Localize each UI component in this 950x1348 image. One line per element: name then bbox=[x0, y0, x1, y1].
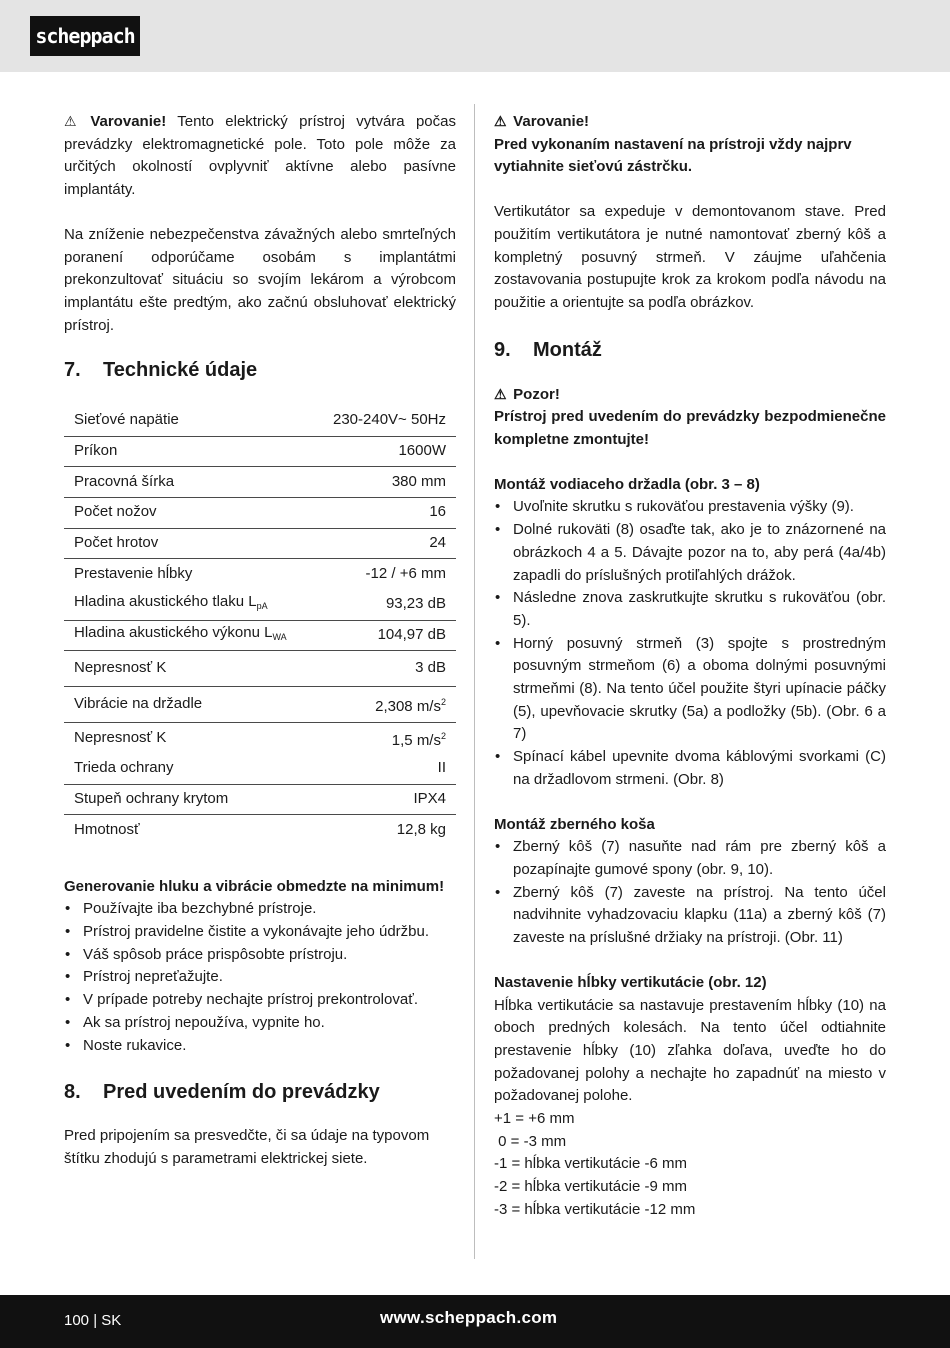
section-number: 9. bbox=[494, 338, 511, 361]
section-7-heading bbox=[64, 357, 456, 383]
spec-label: Vibrácie na držadle bbox=[64, 687, 313, 723]
warning-triangle-icon: ⚠ bbox=[64, 113, 77, 129]
depth-setting-line: 0 = -3 mm bbox=[494, 1132, 567, 1150]
spec-value: 12,8 kg bbox=[396, 821, 446, 839]
depth-setting-line: -2 = hĺbka vertikutácie -9 mm bbox=[494, 1178, 687, 1196]
spec-label: Hladina akustického tlaku $L_{pA}$ bbox=[64, 589, 313, 620]
table-row bbox=[64, 436, 456, 467]
list-item: • V prípade potreby nechajte prístroj prekontrolovať. bbox=[64, 989, 456, 1012]
depth-setting-line: -3 = hĺbka vertikutácie -12 mm bbox=[494, 1200, 696, 1218]
table-row bbox=[64, 589, 456, 620]
website-link[interactable]: www.scheppach.com bbox=[380, 1308, 558, 1327]
section-number: 8. bbox=[64, 1081, 81, 1104]
table-row bbox=[64, 815, 456, 846]
table-row bbox=[64, 405, 456, 436]
handle-bullet-list bbox=[494, 496, 886, 791]
spec-label: Počet nožov bbox=[64, 497, 313, 528]
table-row bbox=[64, 528, 456, 559]
technical-data-table bbox=[64, 405, 456, 845]
table-row bbox=[64, 687, 456, 723]
warning-text: Tento elektrický prístroj vytvára počas prevádzky elektromagnetické pole. Toto pole môže za určitých okolností ovplyvniť aktívne alebo pasívne implantáty. bbox=[64, 113, 456, 199]
left-column bbox=[64, 110, 456, 1171]
spec-value: IPX4 bbox=[313, 784, 456, 815]
section-number: 7. bbox=[64, 359, 81, 382]
section-title: Pred uvedením do prevádzky bbox=[103, 1081, 380, 1104]
spec-label: Počet hrotov bbox=[64, 528, 313, 559]
spec-value: 2,308 $m/s^2$ bbox=[313, 687, 456, 723]
depth-settings-list bbox=[494, 1108, 886, 1222]
page-footer bbox=[0, 1295, 950, 1348]
spec-value: -12 / +6 mm bbox=[365, 565, 446, 582]
list-item: • Následne znova zaskrutkujte skrutku s rukoväťou (obr. 5). bbox=[494, 587, 886, 632]
spec-value: 93,23 dB bbox=[313, 589, 456, 620]
list-item: • Váš spôsob práce prispôsobte prístroju. bbox=[64, 944, 456, 967]
spec-label: Príkon bbox=[64, 436, 313, 467]
table-row bbox=[64, 754, 456, 785]
warning-heading: ⚠ Varovanie! bbox=[494, 110, 886, 134]
basket-bullet-list bbox=[494, 836, 886, 950]
spec-value: II bbox=[313, 754, 456, 785]
list-item: • Dolné rukoväti (8) osaďte tak, ako je to znázornené na obrázkoch 4 a 5. Dávajte pozor na to, aby perá (4a/4b) zapadli do príslušných protiľahlých drážok. bbox=[494, 519, 886, 587]
table-row bbox=[64, 497, 456, 528]
noise-heading: Generovanie hluku a vibrácie obmedzte na minimum! bbox=[64, 877, 445, 895]
depth-text: Hĺbka vertikutácie sa nastavuje prestavením hĺbky (10) na oboch predných kolesách. Na tento účel odtiahnite prestavenie hĺbky (10) zľahka doľava, uveďte ho do požadovanej polohy a nechajte ho zapadnúť na miesto v požadovanej polohe. bbox=[494, 996, 886, 1105]
list-item: • Prístroj nepreťažujte. bbox=[64, 966, 456, 989]
list-item: • Používajte iba bezchybné prístroje. bbox=[64, 898, 456, 921]
caution-heading: ⚠ Pozor! bbox=[494, 383, 886, 407]
spec-label: Nepresnosť K bbox=[64, 651, 313, 687]
spec-label: Hladina akustického výkonu $L_{WA}$ bbox=[64, 620, 313, 651]
warning-unplug: Pred vykonaním nastavení na prístroji vždy najprv vytiahnite sieťovú zástrčku. bbox=[494, 135, 852, 176]
column-divider bbox=[474, 104, 475, 1259]
depth-setting-line: +1 = +6 mm bbox=[494, 1110, 575, 1128]
spec-value: 3 dB bbox=[313, 651, 456, 687]
right-column bbox=[494, 110, 886, 1222]
list-item: • Horný posuvný strmeň (3) spojte s prostredným posuvným strmeňom (6) a oboma dolnými posuvnými strmeňmi (8). Na tento účel použite štyri upínacie páčky (5), upevňovacie skrutky (5a) a podložky (5b). (Obr. 6 a 7) bbox=[494, 633, 886, 747]
table-row bbox=[64, 784, 456, 815]
page-number: 100 | SK bbox=[64, 1312, 122, 1329]
spec-label: Pracovná šírka bbox=[64, 467, 313, 498]
spec-value: 1,5 $m/s^2$ bbox=[391, 730, 446, 749]
list-item: • Prístroj pravidelne čistite a vykonávajte jeho údržbu. bbox=[64, 921, 456, 944]
spec-value: 24 bbox=[313, 528, 456, 559]
basket-assembly-heading: Montáž zberného koša bbox=[494, 815, 655, 833]
list-item: • Ak sa prístroj nepoužíva, vypnite ho. bbox=[64, 1012, 456, 1035]
caution-text: Prístroj pred uvedením do prevádzky bezpodmienečne kompletne zmontujte! bbox=[494, 408, 886, 449]
section-title: Technické údaje bbox=[103, 359, 258, 382]
spec-value: 230-240V~ 50Hz bbox=[313, 405, 456, 436]
list-item: • Noste rukavice. bbox=[64, 1035, 456, 1058]
warning-triangle-icon: ⚠ bbox=[494, 113, 507, 129]
spec-value: 104,97 dB bbox=[313, 620, 456, 651]
section-8-heading bbox=[64, 1079, 456, 1105]
list-item: • Uvoľnite skrutku s rukoväťou prestavenia výšky (9). bbox=[494, 496, 886, 519]
list-item: • Zberný kôš (7) nasuňte nad rám pre zberný kôš a pozapínajte gumové spony (obr. 9, 10). bbox=[494, 836, 886, 881]
spec-label: Sieťové napätie bbox=[64, 405, 313, 436]
table-row bbox=[64, 559, 456, 590]
table-row bbox=[64, 467, 456, 498]
warning-emf bbox=[64, 110, 456, 202]
table-row bbox=[64, 620, 456, 651]
list-item: • Zberný kôš (7) zaveste na prístroj. Na tento účel nadvihnite vyhadzovaciu klapku (11a) a zberný kôš (7) zaveste na príslušné držiaky na prístroji. (Obr. 11) bbox=[494, 882, 886, 950]
section-9-heading bbox=[494, 337, 886, 363]
section-title: Montáž bbox=[533, 338, 602, 361]
section-8-text: Pred pripojením sa presvedčte, či sa údaje na typovom štítku zhodujú s parametrami elektrickej siete. bbox=[64, 1127, 430, 1167]
delivery-intro: Vertikutátor sa expeduje v demontovanom stave. Pred použitím vertikutátora je nutné namontovať zberný kôš a kompletný posuvný strmeň. V záujme uľahčenia zostavovania postupujte krok za krokom podľa návodu na použitie a orientujte sa podľa obrázkov. bbox=[494, 203, 886, 311]
warning-label: Varovanie! bbox=[90, 113, 167, 130]
spec-value: 380 mm bbox=[313, 467, 456, 498]
page-header bbox=[0, 0, 950, 72]
list-item: • Spínací kábel upevnite dvoma káblovými svorkami (C) na držadlovom strmeni. (Obr. 8) bbox=[494, 746, 886, 791]
spec-value: 16 bbox=[313, 497, 456, 528]
depth-setting-line: -1 = hĺbka vertikutácie -6 mm bbox=[494, 1155, 687, 1173]
implant-advice: Na zníženie nebezpečenstva závažných alebo smrteľných poranení odporúčame osobám s implantátmi prekonzultovať situáciu so svojím lekárom a výrobcom implantátu ešte predtým, ako začnú obsluhovať elektrický prístroj. bbox=[64, 225, 456, 334]
warning-triangle-icon: ⚠ bbox=[494, 385, 507, 402]
noise-bullet-list bbox=[64, 898, 456, 1057]
table-row bbox=[64, 723, 456, 754]
table-row bbox=[64, 651, 456, 687]
depth-heading: Nastavenie hĺbky vertikutácie (obr. 12) bbox=[494, 973, 767, 991]
spec-label: Trieda ochrany bbox=[64, 754, 313, 785]
spec-value: 1600W bbox=[313, 436, 456, 467]
handle-assembly-heading: Montáž vodiaceho držadla (obr. 3 – 8) bbox=[494, 475, 760, 493]
spec-label: Hmotnosť bbox=[74, 821, 140, 839]
scheppach-logo: scheppach bbox=[30, 16, 140, 56]
spec-label: Nepresnosť K bbox=[74, 729, 167, 747]
spec-label: Stupeň ochrany krytom bbox=[64, 784, 313, 815]
spec-label: Prestavenie hĺbky bbox=[74, 565, 193, 582]
